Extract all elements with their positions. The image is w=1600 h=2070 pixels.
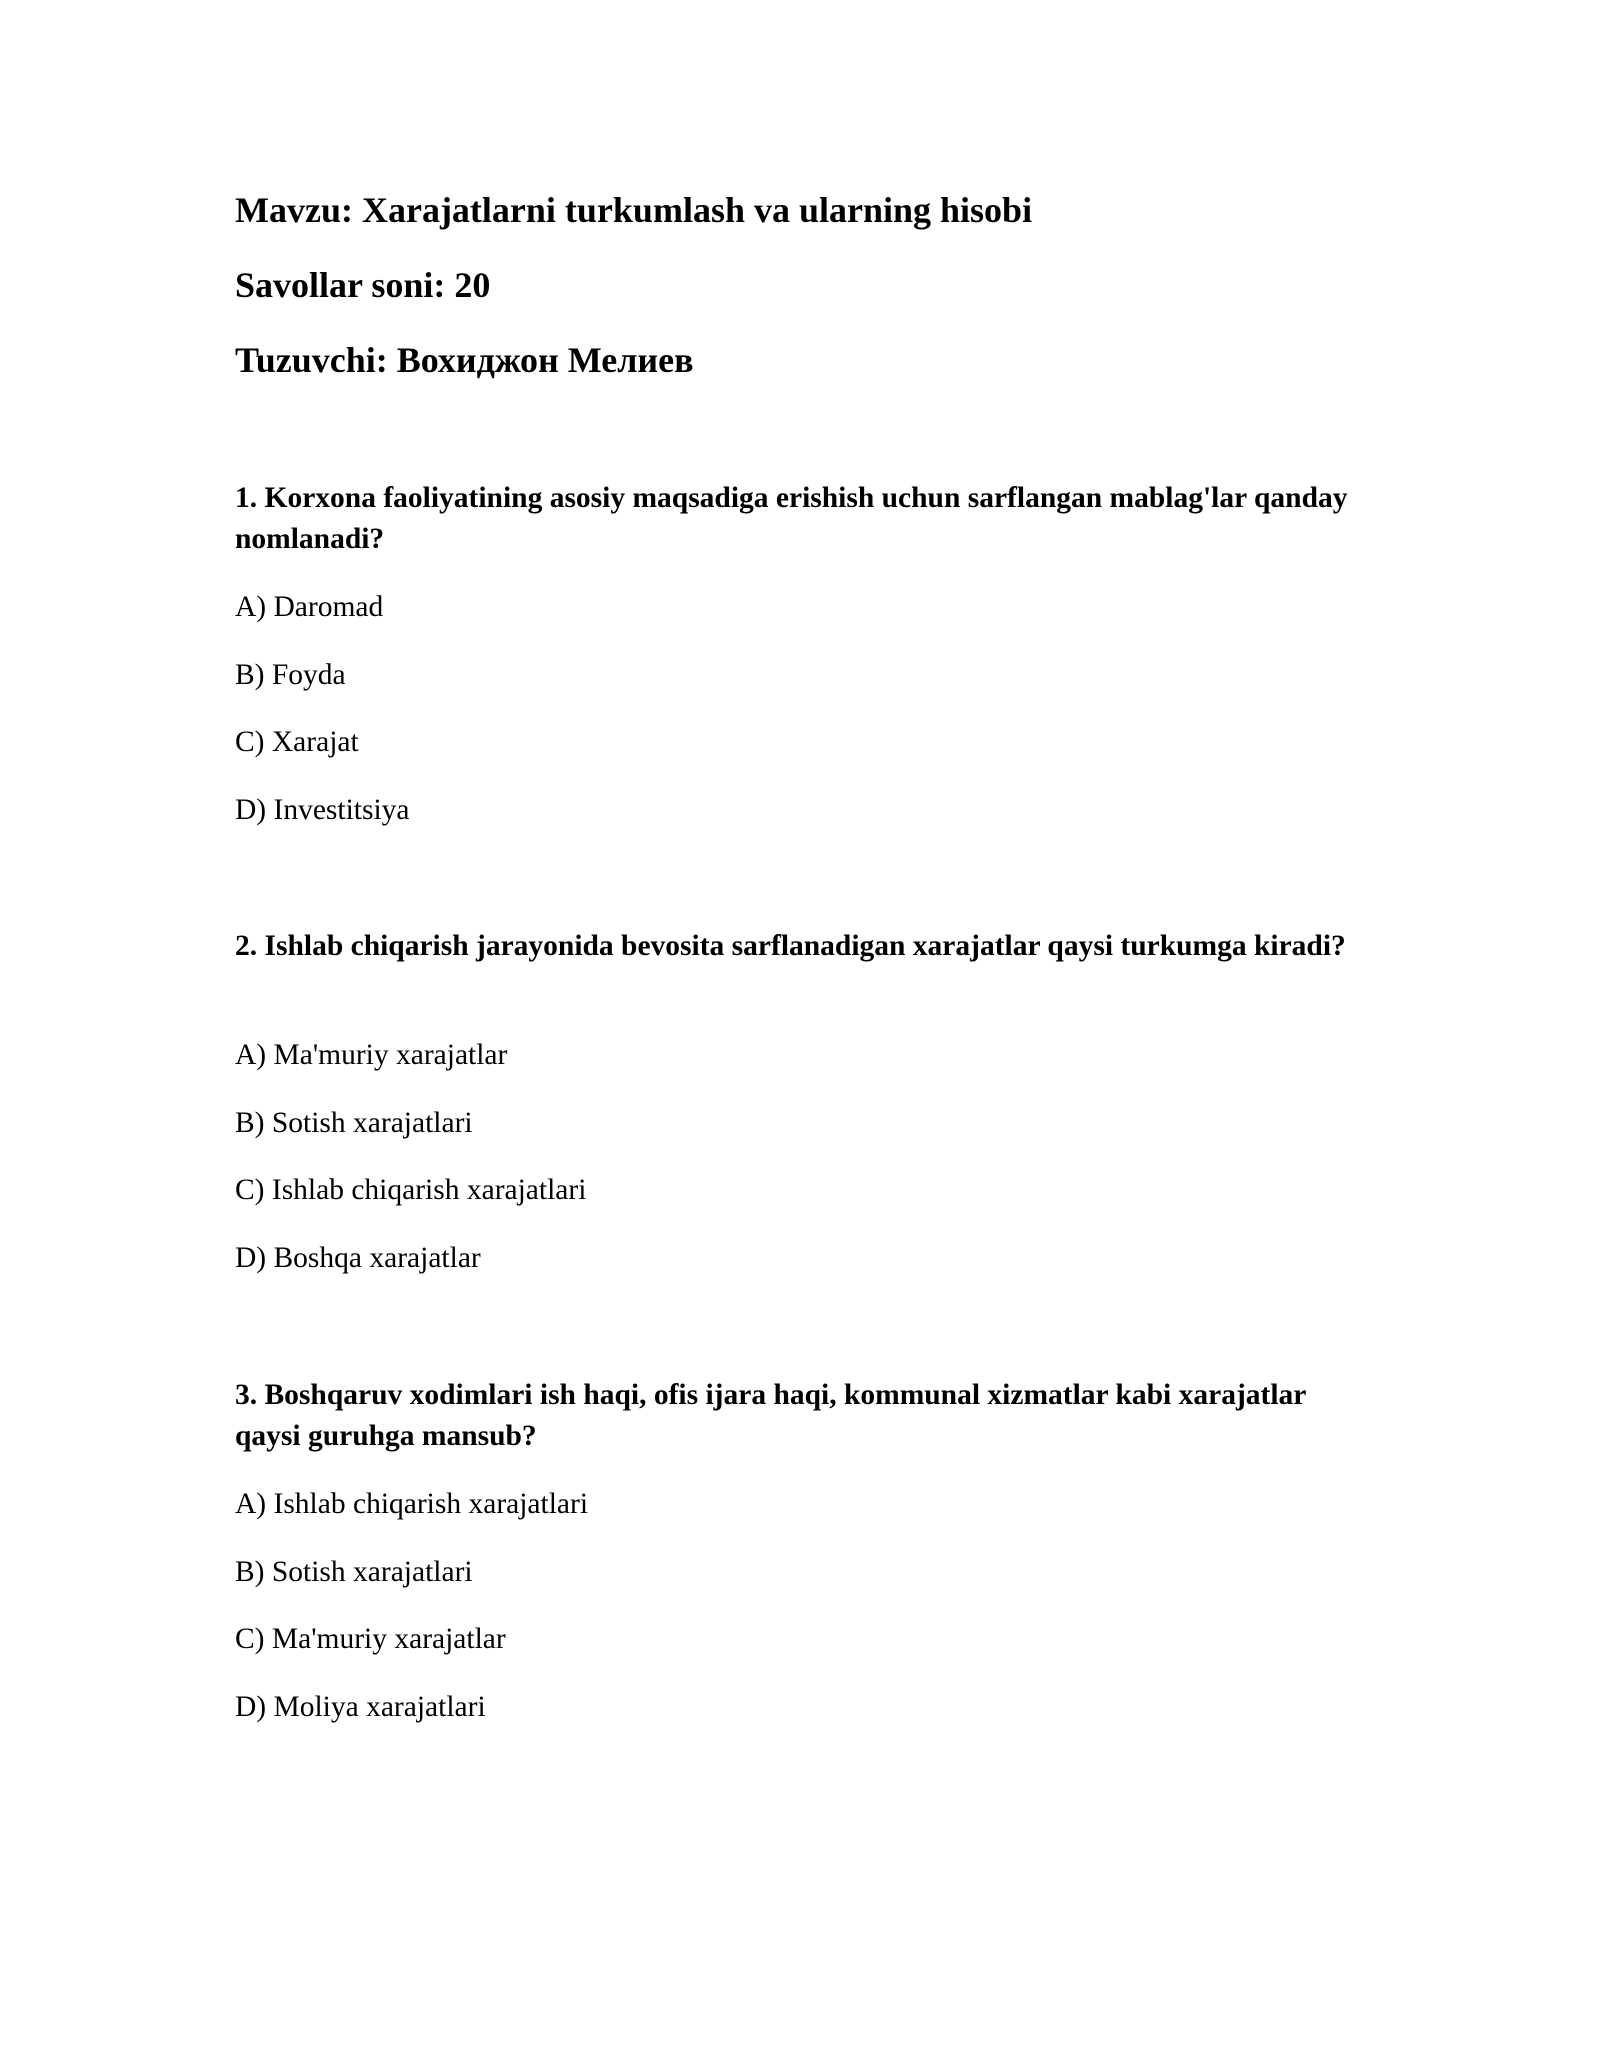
question-1-option-d: D) Investitsiya <box>235 794 410 826</box>
question-3-text: 3. Boshqaruv xodimlari ish haqi, ofis ijara haqi, kommunal xizmatlar kabi xarajatlar qaysi guruhga mansub? <box>235 1379 1306 1452</box>
question-3-option-c: C) Ma'muriy xarajatlar <box>235 1623 506 1655</box>
question-2-option-d: D) Boshqa xarajatlar <box>235 1242 481 1274</box>
question-1-option-b: B) Foyda <box>235 659 346 691</box>
question-3-option-d: D) Moliya xarajatlari <box>235 1691 486 1723</box>
question-1-option-a: A) Daromad <box>235 591 384 623</box>
question-2-option-a: A) Ma'muriy xarajatlar <box>235 1039 508 1071</box>
question-3-option-a: A) Ishlab chiqarish xarajatlari <box>235 1488 589 1520</box>
question-2-option-b: B) Sotish xarajatlari <box>235 1107 473 1139</box>
question-count-heading: Savollar soni: 20 <box>235 265 491 305</box>
question-1-text: 1. Korxona faoliyatining asosiy maqsadiga erishish uchun sarflangan mablag'lar qanday nomlanadi? <box>235 482 1348 555</box>
question-1-option-c: C) Xarajat <box>235 726 359 758</box>
topic-heading: Mavzu: Xarajatlarni turkumlash va ularning hisobi <box>235 190 1033 230</box>
question-3-option-b: B) Sotish xarajatlari <box>235 1556 473 1588</box>
question-2-text: 2. Ishlab chiqarish jarayonida bevosita sarflanadigan xarajatlar qaysi turkumga kiradi? <box>235 930 1346 962</box>
question-2-option-c: C) Ishlab chiqarish xarajatlari <box>235 1174 587 1206</box>
author-heading: Tuzuvchi: Вохиджон Мелиев <box>235 340 694 380</box>
